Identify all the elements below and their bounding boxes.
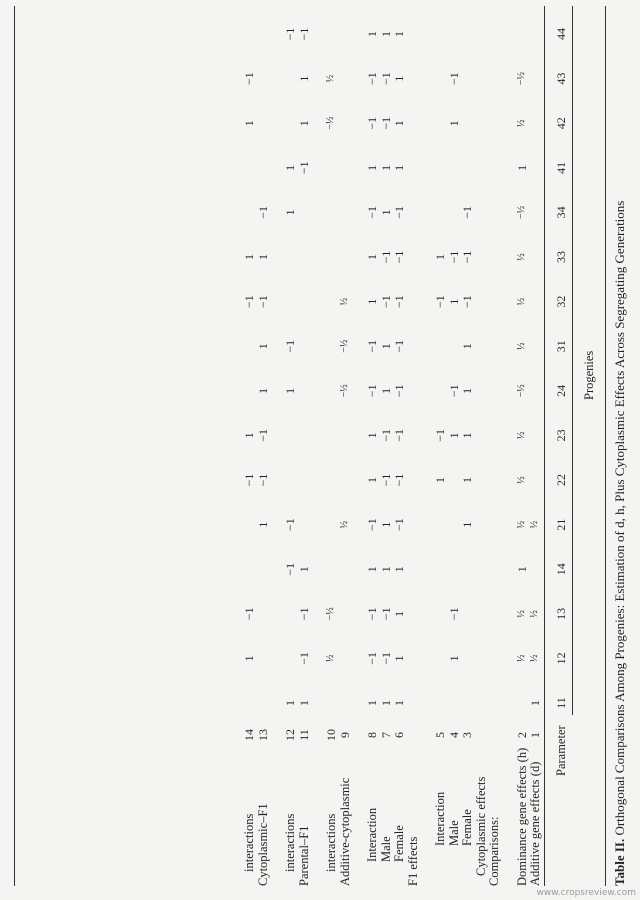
table-cell: 1 — [378, 521, 393, 528]
table-cell: 1 — [460, 521, 474, 528]
table-cell: 1 — [365, 477, 379, 483]
table-cell: 1 — [446, 120, 461, 127]
table-cell: −1 — [460, 295, 474, 308]
progeny-col-header: 14 — [554, 563, 568, 576]
table-cell: 1 — [514, 566, 529, 573]
table-cell: 1 — [392, 31, 406, 37]
row-label: Interaction — [433, 791, 447, 846]
table-cell: 1 — [365, 432, 379, 439]
progeny-col-header: 33 — [554, 251, 568, 263]
table-cell: −1 — [460, 250, 474, 264]
table-cell: −1 — [392, 295, 406, 308]
progenies-header-rule — [572, 6, 573, 715]
table-cell: −1 — [433, 295, 447, 308]
progeny-col-header: 41 — [554, 161, 568, 174]
group-title: Parental–F1 — [296, 825, 311, 886]
table-cell: 1 — [460, 387, 474, 394]
table-cell: ½ — [515, 610, 527, 618]
table-cell: 1 — [433, 254, 447, 260]
group-title: Cytoplasmic–F1 — [255, 803, 270, 886]
table-cell: ½ — [515, 297, 527, 306]
table-cell: −1 — [365, 72, 379, 85]
table-cell: −½ — [515, 205, 527, 219]
table-cell: −1 — [296, 161, 311, 175]
progeny-col-header: 44 — [554, 28, 568, 40]
top-rule — [605, 6, 606, 886]
param-number: 6 — [392, 732, 406, 738]
row-label: interactions — [283, 813, 297, 872]
table-cell: −1 — [296, 607, 311, 621]
table-cell: 1 — [283, 700, 297, 706]
table-cell: −1 — [392, 250, 406, 264]
table-cell: 1 — [378, 209, 393, 216]
progeny-col-header: 21 — [554, 518, 568, 531]
table-cell: −1 — [242, 607, 256, 621]
table-cell: 1 — [283, 164, 297, 171]
table-cell: 1 — [378, 700, 393, 706]
table-cell: 1 — [460, 477, 474, 483]
table-cell: −1 — [365, 339, 379, 353]
table-cell: 1 — [365, 700, 379, 706]
table-cell: −1 — [365, 206, 379, 219]
table-cell: −1 — [378, 250, 393, 264]
table-cell: 1 — [242, 120, 256, 127]
table-number: Table II. — [612, 838, 627, 886]
table-cell: 1 — [296, 75, 311, 82]
table-cell: 1 — [255, 521, 270, 528]
table-cell: −½ — [338, 339, 350, 353]
progeny-col-header: 24 — [554, 384, 568, 397]
table-cell: 1 — [378, 566, 393, 573]
table-cell: −1 — [283, 518, 297, 531]
table-cell: −1 — [392, 339, 406, 353]
bottom-rule — [14, 6, 15, 886]
table-cell: −1 — [378, 652, 393, 665]
row-label: Female — [392, 825, 406, 862]
table-cell: −1 — [242, 295, 256, 308]
param-number: 3 — [460, 732, 474, 738]
param-number: 4 — [446, 732, 461, 738]
progeny-col-header: 42 — [554, 117, 568, 130]
table-cell: 1 — [392, 700, 406, 706]
table-cell: 1 — [378, 164, 393, 171]
header-rule — [544, 6, 545, 886]
table-cell: −1 — [365, 384, 379, 398]
progeny-col-header: 43 — [554, 72, 568, 85]
table-cell: −1 — [378, 295, 393, 308]
table-cell: ½ — [515, 342, 527, 350]
param-number: 9 — [337, 732, 352, 738]
table-cell: 1 — [365, 31, 379, 37]
row-label: interactions — [242, 813, 256, 872]
param-number: 13 — [255, 729, 270, 741]
progenies-header: Progenies — [582, 350, 596, 400]
table-cell: −1 — [446, 384, 461, 398]
row-label: Female — [460, 809, 474, 846]
table-cell: −1 — [242, 473, 256, 487]
table-cell: −1 — [378, 607, 393, 621]
param-number: 1 — [528, 732, 542, 738]
row-label: Male — [446, 820, 461, 846]
row-label: interactions — [324, 813, 338, 872]
table-cell: −1 — [378, 72, 393, 85]
progeny-col-header: 23 — [554, 429, 568, 442]
table-cell: 1 — [283, 209, 297, 216]
table-cell: ½ — [515, 476, 527, 484]
table-cell: −1 — [392, 429, 406, 442]
table-caption — [612, 201, 628, 886]
param-number: 12 — [283, 729, 297, 741]
table-cell: 1 — [460, 432, 474, 439]
group-title: Additive-cytoplasmic — [337, 777, 352, 886]
table-cell: −1 — [296, 27, 311, 41]
table-cell: 1 — [296, 566, 311, 573]
table-title: Orthogonal Comparisons Among Progenies: Estimation of d, h, Plus Cytoplasmic Effects Across Segregating Generations — [612, 200, 627, 836]
table-cell: −1 — [255, 429, 270, 442]
table-cell: ½ — [338, 297, 350, 306]
table-cell: −1 — [460, 206, 474, 219]
table-cell: 1 — [528, 700, 542, 706]
table-cell: 1 — [296, 700, 311, 706]
param-number: 2 — [514, 732, 529, 738]
row-label: Cytoplasmic effects — [473, 776, 488, 876]
table-cell: 1 — [365, 298, 379, 305]
table-cell: 1 — [255, 254, 270, 260]
table-cell: −1 — [365, 607, 379, 621]
param-number: 8 — [365, 732, 379, 738]
table-cell: −1 — [255, 206, 270, 219]
param-number: 11 — [296, 729, 311, 741]
table-cell: −1 — [446, 607, 461, 621]
table-cell: 1 — [433, 477, 447, 483]
table-cell: 1 — [365, 566, 379, 573]
param-number: 14 — [242, 729, 256, 741]
table-cell: −1 — [392, 384, 406, 398]
progeny-col-header: 31 — [554, 340, 568, 353]
progeny-col-header: 13 — [554, 607, 568, 620]
table-cell: −1 — [296, 652, 311, 665]
table-cell: 1 — [460, 343, 474, 350]
param-number: 5 — [433, 732, 447, 738]
table-cell: 1 — [392, 164, 406, 171]
table-cell: −1 — [365, 652, 379, 665]
table-cell: −1 — [283, 27, 297, 41]
progeny-col-header: 11 — [554, 697, 568, 709]
table-cell: −1 — [242, 72, 256, 85]
table-cell: ½ — [338, 520, 350, 529]
group-title: F1 effects — [405, 836, 420, 886]
table-cell: 1 — [446, 432, 461, 439]
table-cell: −½ — [325, 607, 336, 621]
table-cell: −½ — [515, 384, 527, 398]
table-cell: −1 — [392, 473, 406, 487]
table-cell: 1 — [365, 164, 379, 171]
row-label: Interaction — [365, 807, 379, 862]
table-cell: −1 — [392, 518, 406, 531]
table-cell: ½ — [515, 119, 527, 127]
progeny-col-header: 34 — [554, 206, 568, 219]
table-cell: 1 — [255, 387, 270, 394]
table-cell: 1 — [392, 655, 406, 662]
table-cell: ½ — [515, 253, 527, 261]
table-cell: 1 — [283, 387, 297, 394]
table-cell: 1 — [378, 387, 393, 394]
table-cell: 1 — [365, 254, 379, 260]
table-cell: −½ — [515, 72, 527, 86]
table-cell: 1 — [392, 610, 406, 617]
row-label: Additive gene effects (d) — [528, 761, 542, 886]
row-label: Dominance gene effects (h) — [514, 747, 529, 886]
table-cell: −1 — [446, 250, 461, 264]
watermark-text: www.cropsreview.com — [536, 888, 636, 898]
table-cell: ½ — [325, 74, 336, 83]
table-cell: −1 — [392, 206, 406, 219]
table-cell: 1 — [242, 432, 256, 439]
progeny-col-header: 32 — [554, 295, 568, 308]
table-cell: ½ — [515, 654, 527, 663]
table-cell: ½ — [529, 520, 540, 529]
table-cell: −1 — [255, 295, 270, 308]
param-number: 7 — [378, 732, 393, 738]
parameter-header: Parameter — [554, 725, 568, 776]
table-cell: −1 — [446, 72, 461, 85]
table-cell: −1 — [378, 116, 393, 130]
group-title: Comparisons: — [487, 816, 501, 886]
table-cell: 1 — [255, 343, 270, 350]
table-cell: 1 — [446, 655, 461, 662]
param-number: 10 — [324, 729, 338, 741]
table-cell: 1 — [242, 655, 256, 662]
table-cell: ½ — [515, 520, 527, 529]
table-cell: 1 — [378, 31, 393, 37]
table-cell: ½ — [325, 654, 336, 663]
table-cell: 1 — [514, 164, 529, 171]
row-label: Male — [378, 836, 393, 862]
table-cell: 1 — [242, 254, 256, 260]
table-cell: −1 — [255, 473, 270, 487]
table-cell: −1 — [283, 562, 297, 576]
table-cell: −1 — [378, 473, 393, 487]
table-cell: 1 — [446, 298, 461, 305]
table-cell: −1 — [365, 518, 379, 531]
table-cell: −1 — [283, 339, 297, 353]
table-cell: −1 — [365, 116, 379, 130]
table-cell: 1 — [296, 120, 311, 127]
table-cell: −½ — [325, 116, 336, 130]
progeny-col-header: 12 — [554, 652, 568, 665]
table-cell: 1 — [392, 120, 406, 127]
table-cell: 1 — [392, 566, 406, 573]
table-cell: ½ — [515, 431, 527, 440]
table-cell: ½ — [529, 610, 540, 618]
table-cell: 1 — [392, 75, 406, 82]
table-cell: −1 — [378, 429, 393, 442]
table-cell: ½ — [529, 654, 540, 663]
table-cell: 1 — [378, 343, 393, 350]
table-cell: −1 — [433, 429, 447, 442]
table-cell: −½ — [338, 384, 350, 398]
progeny-col-header: 22 — [554, 474, 568, 486]
